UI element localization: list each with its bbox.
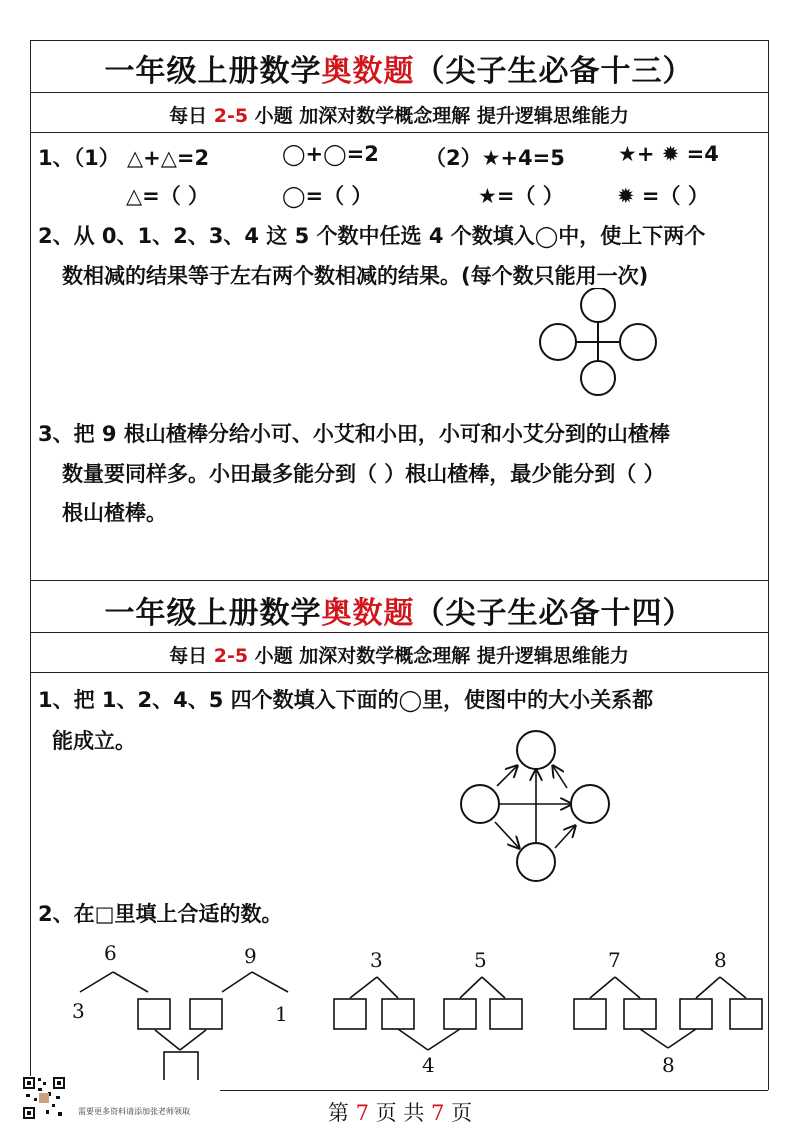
answer-box[interactable]	[138, 999, 170, 1029]
title-highlight: 奥数题	[321, 54, 415, 89]
tree-line	[590, 977, 615, 998]
answer-blank-sun[interactable]: ✹ =（ ）	[617, 184, 709, 208]
answer-box[interactable]	[334, 999, 366, 1029]
tree-number: 3	[370, 948, 383, 972]
subtitle-highlight: 2-5	[213, 645, 249, 667]
tree-number: 1	[275, 1002, 288, 1026]
tree-number: 9	[244, 944, 257, 968]
circle-left[interactable]	[461, 785, 499, 823]
title-text: 一年级上册数学	[104, 596, 322, 631]
question-3-line-2: 数量要同样多。小田最多能分到（ ）根山楂棒，最少能分到（ ）	[62, 462, 665, 486]
tree-line	[350, 977, 377, 998]
tree-number: 5	[474, 948, 487, 972]
tree-line	[428, 1029, 460, 1050]
subtitle	[30, 641, 768, 668]
tree-number: 8	[662, 1053, 675, 1077]
divider	[30, 632, 768, 633]
tree-line	[155, 1030, 180, 1050]
subtitle-text: 每日	[169, 105, 214, 127]
answer-box[interactable]	[490, 999, 522, 1029]
tree-number: 8	[714, 948, 727, 972]
circle-top[interactable]	[581, 288, 615, 322]
question-2-line-2: 数相减的结果等于左右两个数相减的结果。(每个数只能用一次)	[62, 264, 649, 288]
tree-number: 7	[608, 948, 621, 972]
tree-line	[696, 977, 720, 998]
tree-line	[80, 972, 113, 992]
total-pages: 7	[431, 1101, 445, 1125]
tree-3	[574, 977, 762, 1048]
frame-top	[30, 40, 768, 41]
circle-bottom[interactable]	[581, 361, 615, 395]
question-1-eq-1: 1、（1） △+△=2	[38, 146, 210, 170]
tree-2	[334, 977, 522, 1050]
question-1-line-2: 能成立。	[52, 729, 136, 753]
answer-blank-triangle[interactable]: △=（ ）	[126, 184, 210, 208]
answer-box[interactable]	[164, 1052, 198, 1080]
question-2-line-1: 2、从 0、1、2、3、4 这 5 个数中任选 4 个数填入◯中，使上下两个	[38, 224, 706, 248]
page-title	[30, 588, 768, 632]
tree-line	[398, 1029, 428, 1050]
answer-box[interactable]	[680, 999, 712, 1029]
divider	[30, 132, 768, 133]
tree-line	[113, 972, 148, 992]
qr-note: 需要更多资料请添加张老师领取	[78, 1107, 190, 1116]
tree-number: 3	[72, 999, 85, 1023]
arrow	[555, 826, 575, 848]
answer-box[interactable]	[444, 999, 476, 1029]
divider	[30, 92, 768, 93]
number-trees	[0, 930, 800, 1080]
tree-line	[377, 977, 398, 998]
title-highlight: 奥数题	[321, 596, 415, 631]
circle-top[interactable]	[517, 731, 555, 769]
title-text: （尖子生必备十四）	[414, 596, 694, 631]
circle-bottom[interactable]	[517, 843, 555, 881]
answer-box[interactable]	[190, 999, 222, 1029]
question-3-line-1: 3、把 9 根山楂棒分给小可、小艾和小田，小可和小艾分到的山楂棒	[38, 422, 670, 446]
title-text: （尖子生必备十三）	[414, 54, 694, 89]
page-number	[0, 1097, 800, 1127]
footer-text: 页	[444, 1101, 473, 1125]
circle-left[interactable]	[540, 324, 576, 360]
subtitle-text: 小题 加深对数学概念理解 提升逻辑思维能力	[248, 105, 629, 127]
divider	[30, 580, 768, 581]
arrow	[553, 766, 567, 788]
tree-number: 4	[422, 1053, 435, 1077]
page-title	[30, 46, 768, 90]
circle-right[interactable]	[571, 785, 609, 823]
tree-line	[720, 977, 746, 998]
footer-text: 页 共	[368, 1101, 432, 1125]
answer-box[interactable]	[730, 999, 762, 1029]
frame-bottom	[220, 1090, 768, 1091]
question-1-eq-4: ★+ ✹ =4	[618, 142, 719, 166]
title-text: 一年级上册数学	[104, 54, 322, 89]
answer-box[interactable]	[624, 999, 656, 1029]
question-1-eq-3: （2）★+4=5	[425, 146, 565, 170]
tree-number: 6	[104, 941, 117, 965]
tree-line	[668, 1029, 696, 1048]
subtitle-highlight: 2-5	[213, 105, 249, 127]
answer-blank-star[interactable]: ★=（ ）	[478, 184, 564, 208]
tree-line	[252, 972, 288, 992]
question-1-eq-2: ◯+◯=2	[282, 142, 379, 166]
tree-1	[80, 972, 288, 1080]
tree-line	[640, 1029, 668, 1048]
answer-box[interactable]	[382, 999, 414, 1029]
subtitle-text: 小题 加深对数学概念理解 提升逻辑思维能力	[248, 645, 629, 667]
answer-box[interactable]	[574, 999, 606, 1029]
order-relation-diagram	[455, 728, 615, 888]
question-3-line-3: 根山楂棒。	[62, 501, 167, 525]
arrow	[497, 766, 517, 786]
subtitle-text: 每日	[169, 645, 214, 667]
current-page: 7	[355, 1101, 369, 1125]
footer-text: 第	[327, 1101, 356, 1125]
divider	[30, 672, 768, 673]
arrow	[495, 822, 519, 848]
answer-blank-circle[interactable]: ◯=（ ）	[282, 184, 373, 208]
tree-line	[460, 977, 482, 998]
tree-line	[615, 977, 640, 998]
tree-line	[180, 1030, 206, 1050]
circle-right[interactable]	[620, 324, 656, 360]
cross-circles-diagram	[530, 288, 670, 398]
subtitle	[30, 101, 768, 128]
question-2-line-1: 2、在□里填上合适的数。	[38, 902, 283, 926]
tree-line	[222, 972, 252, 992]
question-1-line-1: 1、把 1、2、4、5 四个数填入下面的◯里，使图中的大小关系都	[38, 688, 654, 712]
tree-line	[482, 977, 505, 998]
